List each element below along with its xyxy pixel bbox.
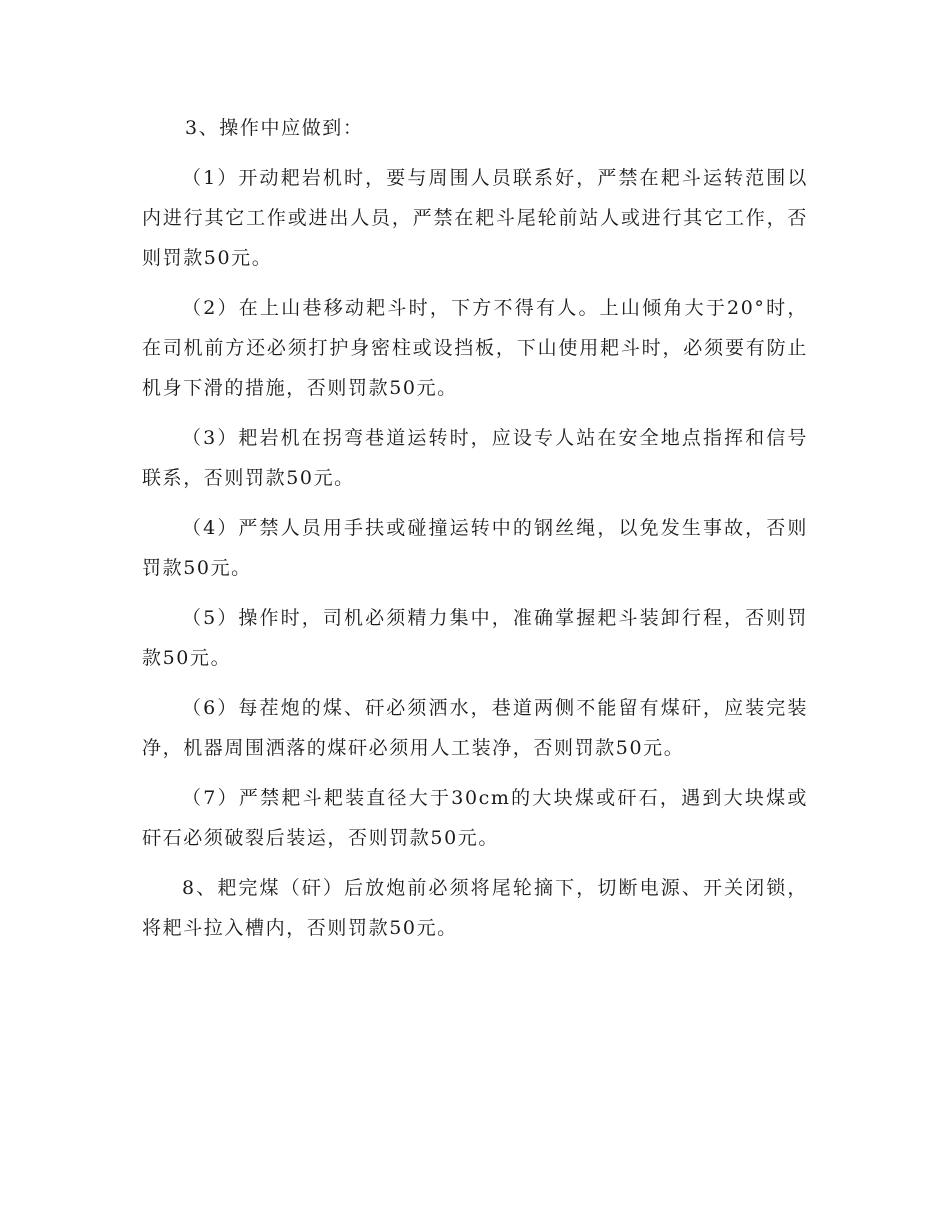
rule-item-5: （5）操作时，司机必须精力集中，准确掌握耙斗装卸行程，否则罚款50元。 [142,607,808,669]
rule-item-1: （1）开动耙岩机时，要与周围人员联系好，严禁在耙斗运转范围以内进行其它工作或进出人员，严禁在耙斗尾轮前站人或进行其它工作，否则罚款50元。 [142,167,808,269]
rule-item-3: （3）耙岩机在拐弯巷道运转时，应设专人站在安全地点指挥和信号联系，否则罚款50元。 [142,427,808,489]
rule-item-4: （4）严禁人员用手扶或碰撞运转中的钢丝绳，以免发生事故，否则罚款50元。 [142,517,808,579]
rule-item-6: （6）每茬炮的煤、矸必须洒水，巷道两侧不能留有煤矸，应装完装净，机器周围洒落的煤矸必须用人工装净，否则罚款50元。 [142,697,808,759]
rule-item-7: （7）严禁耙斗耙装直径大于30cm的大块煤或矸石，遇到大块煤或矸石必须破裂后装运，否则罚款50元。 [142,787,808,849]
section-8-paragraph: 8、耙完煤（矸）后放炮前必须将尾轮摘下，切断电源、开关闭锁，将耙斗拉入槽内，否则罚款50元。 [142,877,808,939]
document-body [142,108,808,958]
rule-item-2: （2）在上山巷移动耙斗时，下方不得有人。上山倾角大于20°时，在司机前方还必须打护身密柱或设挡板，下山使用耙斗时，必须要有防止机身下滑的措施，否则罚款50元。 [142,297,808,399]
section-heading-operation: 3、操作中应做到： [185,117,364,139]
